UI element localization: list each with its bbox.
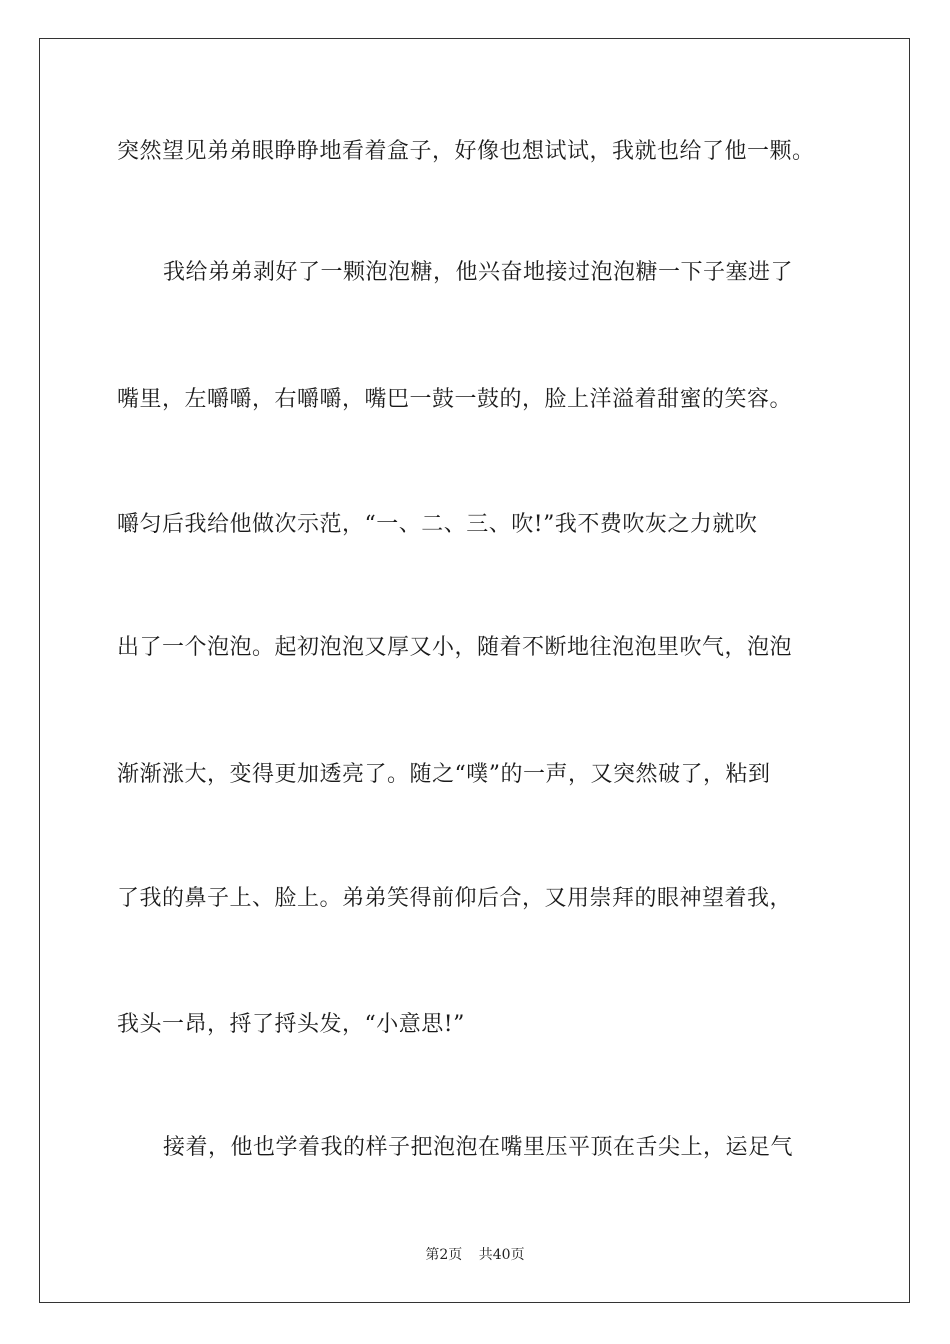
page-frame xyxy=(39,38,910,1303)
text-line-2: 我给弟弟剥好了一颗泡泡糖，他兴奋地接过泡泡糖一下子塞进了 xyxy=(163,260,794,285)
page-total: 共40页 xyxy=(478,1247,525,1263)
text-line-6: 渐渐涨大，变得更加透亮了。随之“噗”的一声，又突然破了，粘到 xyxy=(117,762,771,787)
text-line-3: 嘴里，左嚼嚼，右嚼嚼，嘴巴一鼓一鼓的，脸上洋溢着甜蜜的笑容。 xyxy=(117,387,793,412)
text-line-7: 了我的鼻子上、脸上。弟弟笑得前仰后合，又用崇拜的眼神望着我， xyxy=(117,886,793,911)
page-number: 第2页 xyxy=(425,1247,463,1263)
page-footer xyxy=(0,1245,950,1265)
text-line-1: 突然望见弟弟眼睁睁地看着盒子，好像也想试试，我就也给了他一颗。 xyxy=(117,139,815,164)
text-line-8: 我头一昂，捋了捋头发，“小意思!” xyxy=(117,1012,465,1037)
text-line-5: 出了一个泡泡。起初泡泡又厚又小，随着不断地往泡泡里吹气，泡泡 xyxy=(117,635,793,660)
text-line-4: 嚼匀后我给他做次示范，“一、二、三、吹!”我不费吹灰之力就吹 xyxy=(117,512,758,537)
text-line-9: 接着，他也学着我的样子把泡泡在嘴里压平顶在舌尖上，运足气 xyxy=(163,1135,794,1160)
